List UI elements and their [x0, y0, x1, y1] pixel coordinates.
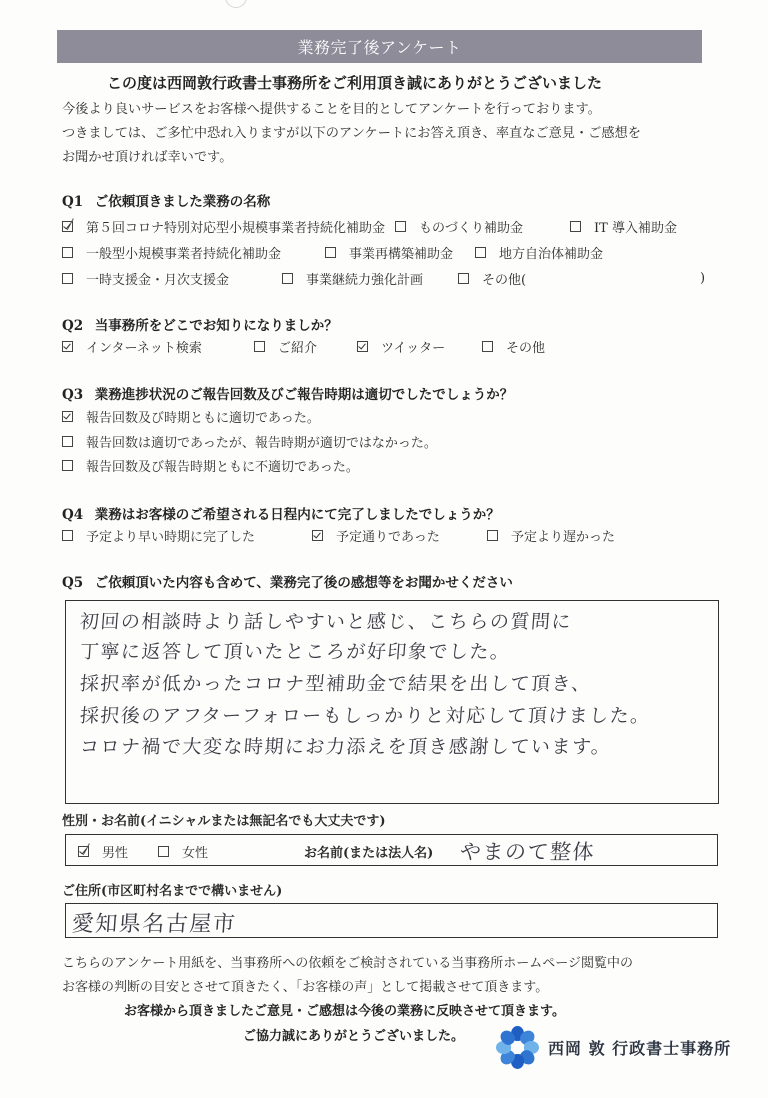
q2-text: 当事務所をどこでお知りになりましか？ [94, 318, 338, 334]
address-box [65, 903, 718, 938]
page-title: 業務完了後アンケート [297, 38, 462, 57]
office-name: 西岡 敦 行政書士事務所 [548, 1038, 732, 1058]
checkbox[interactable] [62, 247, 73, 258]
q1-option-other[interactable] [458, 268, 526, 288]
option-label: 第５回コロナ特別対応型小規模事業者持続化補助金 [86, 220, 386, 236]
checkbox-checked[interactable] [357, 341, 368, 352]
page-title-bar [57, 30, 702, 63]
checkbox[interactable] [62, 530, 73, 541]
handwritten-answer-line: 採択後のアフターフォローもしっかりと対応して頂けました。 [79, 705, 652, 727]
intro-line: 今後より良いサービスをお客様へ提供することを目的としてアンケートを行っております。 [62, 102, 601, 117]
q1-option-ichiji-shienkin[interactable] [62, 268, 229, 288]
checkbox[interactable] [395, 221, 406, 232]
gender-option-male[interactable] [78, 841, 128, 861]
q4-option-earlier[interactable] [62, 525, 255, 545]
option-label: 報告回数及び時期ともに適切であった。 [86, 410, 320, 426]
q2-option-internet[interactable] [62, 336, 202, 356]
checkbox[interactable] [458, 273, 469, 284]
intro-line: お聞かせ頂ければ幸いです。 [62, 150, 233, 165]
option-label: 報告回数及び報告時期ともに不適切であった。 [86, 459, 359, 475]
q3-text: 業務進捗状況のご報告回数及びご報告時期は適切でしたでしょうか？ [94, 387, 514, 403]
flower-logo-icon [494, 1024, 540, 1070]
q5-text: ご依頼頂いた内容も含めて、業務完了後の感想等をお聞かせください [94, 575, 513, 591]
option-label: その他( [482, 272, 527, 288]
q3-number: Q3 [62, 387, 84, 403]
q1-option-chiho-jichitai[interactable] [475, 242, 603, 262]
q4-option-on-schedule[interactable] [312, 525, 440, 545]
intro-lead: この度は西岡敦行政書士事務所をご利用頂き誠にありがとうございました [107, 74, 603, 92]
handwritten-answer-line: 丁寧に返答して頂いたところが好印象でした。 [79, 641, 512, 663]
q3-option-both-appropriate[interactable] [62, 406, 320, 426]
gender-option-female[interactable] [158, 841, 208, 861]
q2-option-other[interactable] [482, 336, 545, 356]
option-label: ツイッター [381, 340, 446, 356]
footer-line: お客様の判断の目安とさせて頂きたく、「お客様の声」として掲載させて頂きます。 [62, 980, 549, 995]
q1-option-saikochiku[interactable] [325, 242, 453, 262]
checkbox-checked[interactable] [62, 411, 73, 422]
option-label: 地方自治体補助金 [499, 246, 604, 262]
option-label: 女性 [182, 845, 209, 861]
checkbox[interactable] [62, 273, 73, 284]
option-label: 事業再構築補助金 [349, 246, 454, 262]
checkbox-checked[interactable] [78, 846, 89, 857]
option-label: その他 [506, 340, 546, 356]
option-label: 一時支援金・月次支援金 [86, 272, 230, 288]
q1-options-row-3 [62, 268, 712, 288]
checkbox[interactable] [475, 247, 486, 258]
q1-option-jigyo-keizoku[interactable] [282, 268, 423, 288]
q4-number: Q4 [62, 507, 84, 523]
checkbox-checked[interactable] [312, 530, 323, 541]
q4-heading [62, 503, 500, 523]
option-label: IT 導入補助金 [594, 220, 677, 236]
option-label: 予定通りであった [336, 529, 440, 545]
q3-option-both-inappropriate[interactable] [62, 455, 359, 475]
checkbox-checked[interactable] [62, 341, 73, 352]
q1-text: ご依頼頂きました業務の名称 [94, 194, 271, 210]
footer-thanks-line: ご協力誠にありがとうございました。 [243, 1029, 465, 1044]
checkbox[interactable] [282, 273, 293, 284]
checkbox-checked[interactable] [62, 221, 73, 232]
q4-option-later[interactable] [487, 525, 615, 545]
checkbox[interactable] [62, 460, 73, 471]
handwritten-answer-line: 初回の相談時より話しやすいと感じ、こちらの質問に [79, 611, 573, 633]
q1-option-ippan-jizokuka[interactable] [62, 242, 281, 262]
handwritten-answer-line: 採択率が低かったコロナ型補助金で結果を出して頂き、 [79, 673, 593, 695]
option-label: 予定より遅かった [511, 529, 616, 545]
address-field-value[interactable]: 愛知県名古屋市 [70, 912, 238, 937]
option-label: ご紹介 [278, 340, 318, 356]
checkbox[interactable] [482, 341, 493, 352]
q3-heading [62, 383, 513, 403]
name-field-value[interactable]: やまのて整体 [459, 840, 596, 864]
q2-option-referral[interactable] [254, 336, 317, 356]
office-logo [494, 1024, 731, 1070]
checkbox[interactable] [325, 247, 336, 258]
checkbox[interactable] [62, 436, 73, 447]
punch-hole [225, 0, 247, 8]
intro-line: つきましては、ご多忙中恐れ入りますが以下のアンケートにお答え頂き、率直なご意見・ご感想を [62, 126, 641, 141]
q1-heading [62, 190, 270, 210]
q4-text: 業務はお客様のご希望される日程内にて完了しましたでしょうか？ [94, 507, 500, 523]
q1-option-corona-jizokuka[interactable] [62, 216, 385, 236]
q2-number: Q2 [62, 318, 84, 334]
gender-name-label: 性別・お名前(イニシャルまたは無記名でも大丈夫です) [62, 814, 386, 829]
q5-number: Q5 [62, 575, 84, 591]
option-label: インターネット検索 [86, 340, 202, 356]
q2-heading [62, 314, 338, 334]
footer-line: こちらのアンケート用紙を、当事務所への依頼をご検討されている当事務所ホームページ閲覧中の [62, 956, 633, 971]
option-label: ものづくり補助金 [419, 220, 524, 236]
option-label: 一般型小規模事業者持続化補助金 [86, 246, 282, 262]
checkbox[interactable] [570, 221, 581, 232]
name-field-label: お名前(または法人名) [304, 846, 434, 861]
q5-heading [62, 571, 513, 591]
q3-option-timing-inappropriate[interactable] [62, 431, 437, 451]
option-label: 事業継続力強化計画 [306, 272, 424, 288]
handwritten-answer-line: コロナ禍で大変な時期にお力添えを頂き感謝しています。 [79, 736, 613, 758]
q1-option-it-donyu[interactable] [570, 216, 677, 236]
q5-answer-box[interactable] [65, 600, 719, 804]
checkbox[interactable] [158, 846, 169, 857]
name-box [65, 834, 718, 866]
q1-other-close-paren: ) [700, 270, 706, 286]
q1-option-monozukuri[interactable] [395, 216, 523, 236]
address-label: ご住所(市区町村名までで構いません) [62, 884, 283, 899]
checkbox[interactable] [487, 530, 498, 541]
checkbox[interactable] [254, 341, 265, 352]
option-label: 予定より早い時期に完了した [86, 529, 256, 545]
q2-option-twitter[interactable] [357, 336, 445, 356]
q1-number: Q1 [62, 194, 84, 210]
option-label: 報告回数は適切であったが、報告時期が適切ではなかった。 [86, 435, 437, 451]
footer-thanks-line: お客様から頂きましたご意見・ご感想は今後の業務に反映させて頂きます。 [124, 1004, 565, 1019]
option-label: 男性 [102, 845, 129, 861]
